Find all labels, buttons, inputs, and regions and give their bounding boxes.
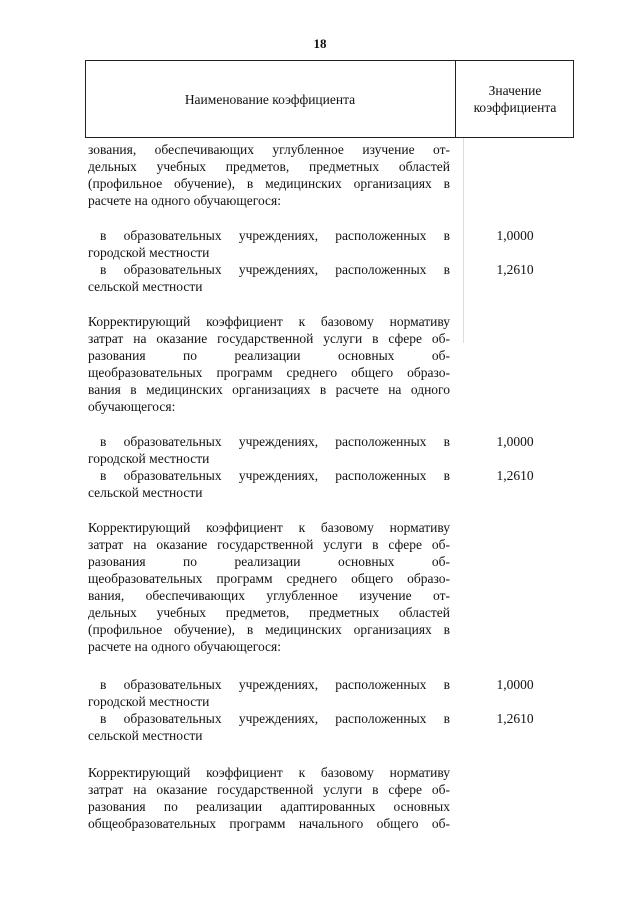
row-label-rural: в образовательных учреждениях, расположенных в bbox=[100, 711, 450, 726]
page-number: 18 bbox=[313, 36, 327, 51]
row-value-rural: 1,2610 bbox=[496, 711, 534, 726]
row-label-urban-cont: городской местности bbox=[88, 694, 210, 709]
column-header-value-line1: Значение bbox=[488, 83, 542, 98]
text-line: щеобразовательных программ среднего общего образо- bbox=[88, 571, 450, 586]
text-line: (профильное обучение), в медицинских организациях в bbox=[88, 622, 450, 637]
text-line: вания, обеспечивающих углубленное изучение от- bbox=[88, 588, 450, 603]
text-line: щеобразовательных программ среднего общего образо- bbox=[88, 365, 450, 380]
text-line: Корректирующий коэффициент к базовому нормативу bbox=[88, 520, 450, 535]
text-line: разования по реализации основных об- bbox=[88, 554, 450, 569]
text-line: расчете на одного обучающегося: bbox=[88, 193, 281, 208]
row-label-urban: в образовательных учреждениях, расположенных в bbox=[100, 228, 450, 243]
text-line: дельных учебных предметов, предметных областей bbox=[88, 159, 450, 174]
column-header-name: Наименование коэффициента bbox=[184, 92, 356, 107]
text-line: затрат на оказание государственной услуги в сфере об- bbox=[88, 331, 450, 346]
row-value-urban: 1,0000 bbox=[496, 228, 534, 243]
text-line: дельных учебных предметов, предметных областей bbox=[88, 605, 450, 620]
row-label-urban-cont: городской местности bbox=[88, 451, 210, 466]
row-value-urban: 1,0000 bbox=[496, 434, 534, 449]
text-line: разования по реализации основных об- bbox=[88, 348, 450, 363]
text-line: (профильное обучение), в медицинских организациях в bbox=[88, 176, 450, 191]
row-label-rural-cont: сельской местности bbox=[88, 728, 203, 743]
column-header-value bbox=[456, 82, 574, 116]
row-label-rural: в образовательных учреждениях, расположенных в bbox=[100, 262, 450, 277]
text-line: зования, обеспечивающих углубленное изучение от- bbox=[88, 142, 450, 157]
text-line: Корректирующий коэффициент к базовому нормативу bbox=[88, 765, 450, 780]
row-label-urban-cont: городской местности bbox=[88, 245, 210, 260]
text-line: общеобразовательных программ начального общего об- bbox=[88, 816, 450, 831]
text-line: обучающегося: bbox=[88, 399, 176, 414]
column-header-value-line2: коэффициента bbox=[473, 100, 557, 115]
text-line: затрат на оказание государственной услуги в сфере об- bbox=[88, 537, 450, 552]
text-line: разования по реализации адаптированных основных bbox=[88, 799, 450, 814]
row-value-rural: 1,2610 bbox=[496, 262, 534, 277]
row-value-urban: 1,0000 bbox=[496, 677, 534, 692]
row-label-rural-cont: сельской местности bbox=[88, 279, 203, 294]
text-line: расчете на одного обучающегося: bbox=[88, 639, 281, 654]
row-value-rural: 1,2610 bbox=[496, 468, 534, 483]
text-line: вания в медицинских организациях в расчете на одного bbox=[88, 382, 450, 397]
text-line: Корректирующий коэффициент к базовому нормативу bbox=[88, 314, 450, 329]
row-label-urban: в образовательных учреждениях, расположенных в bbox=[100, 677, 450, 692]
row-label-rural-cont: сельской местности bbox=[88, 485, 203, 500]
text-line: затрат на оказание государственной услуги в сфере об- bbox=[88, 782, 450, 797]
row-label-rural: в образовательных учреждениях, расположенных в bbox=[100, 468, 450, 483]
table-body-divider bbox=[463, 138, 464, 343]
row-label-urban: в образовательных учреждениях, расположенных в bbox=[100, 434, 450, 449]
